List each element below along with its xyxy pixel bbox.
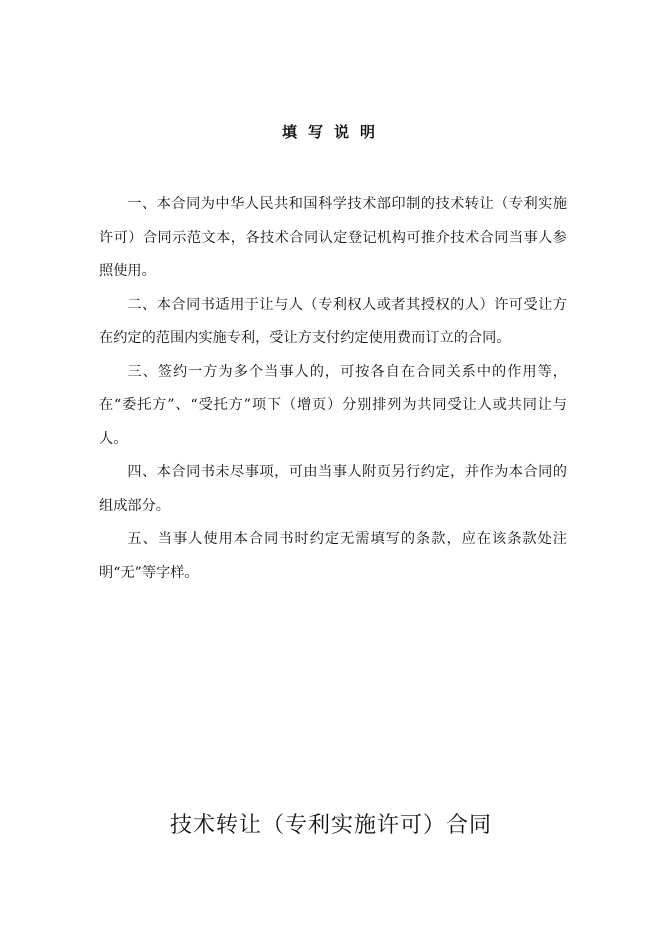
instructions-body xyxy=(99,188,567,590)
instruction-item-4: 四、本合同书未尽事项，可由当事人附页另行约定，并作为本合同的组成部分。 xyxy=(99,464,567,514)
contract-title: 技术转让（专利实施许可）合同 xyxy=(169,813,492,838)
instruction-item-1: 一、本合同为中华人民共和国科学技术部印制的技术转让（专利实施许可）合同示范文本，各技术合同认定登记机构可推介技术合同当事人参照使用。 xyxy=(99,196,567,279)
instructions-title: 填写说明 xyxy=(281,123,386,141)
instruction-item-5: 五、当事人使用本合同书时约定无需填写的条款，应在该条款处注明“无”等字样。 xyxy=(99,531,567,581)
instruction-item-3: 三、签约一方为多个当事人的，可按各自在合同关系中的作用等，在“委托方”、“受托方”项下（增页）分别排列为共同受让人或共同让与人。 xyxy=(99,363,567,447)
instruction-item-2: 二、本合同书适用于让与人（专利权人或者其授权的人）许可受让方在约定的范围内实施专利，受让方支付约定使用费而订立的合同。 xyxy=(99,296,567,346)
